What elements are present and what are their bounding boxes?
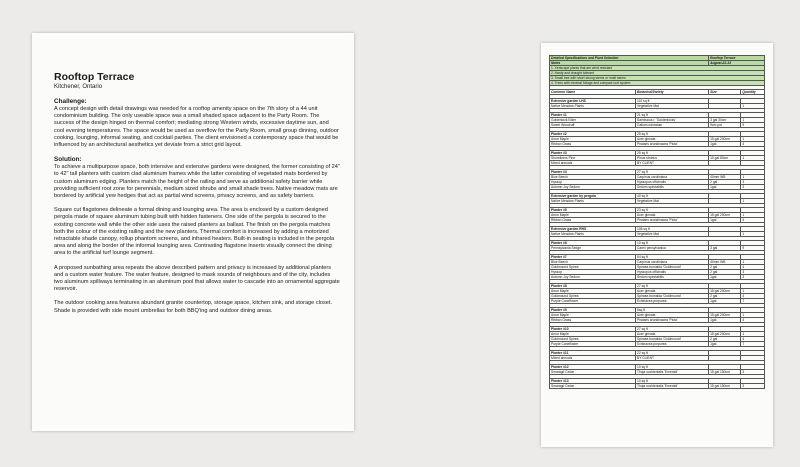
- group-area: 23 sq ft: [636, 208, 709, 213]
- group-name: Planter #6: [550, 241, 636, 246]
- common-name: Ribbon Grass: [550, 318, 636, 323]
- solution-paragraph: Square cut flagstones delineate a formal dining and lounging area. The area is enclosed by a custom designed pergola made of square aluminum tubing built with hidden fasteners. One side of the pergola is secured to the existing concrete wall while the other side uses the raised planters as ballast. The finish on the pergola matches both the colour of the existing railing and the new planters. Thermal comfort is increased by adding a motorized retractable shade canopy, rollup phantom screens, and infrared heaters. Built-in seating is included in the pergola area and along the border of the informal lounging area. Contrasting flagstone inserts visually connect the dining area to the artificial turf lounge segment.: [54, 207, 335, 257]
- botanical-name: Thuja occidentalis 'Emerald': [636, 384, 709, 389]
- group-area: 25 sq ft: [636, 151, 709, 156]
- notes-label: Notes: [550, 61, 709, 66]
- plant-quantity: 3: [741, 180, 765, 185]
- plant-size: 1gal: [709, 275, 741, 280]
- plant-quantity: 4: [741, 142, 765, 147]
- spec-project: Rooftop Terrace: [709, 56, 765, 61]
- plant-size: 2 gal: [709, 265, 741, 270]
- botanical-name: Hyssopus officinalis: [636, 180, 709, 185]
- common-name: Purple Coneflower: [550, 299, 636, 304]
- botanical-name: Carpinus caroliniana: [636, 260, 709, 265]
- plant-quantity: 4: [741, 218, 765, 223]
- column-header: Botanical/Variety: [636, 90, 709, 95]
- common-name: Ribbon Grass: [550, 218, 636, 223]
- plant-quantity: 9: [741, 246, 765, 251]
- common-name: Hyssop: [550, 270, 636, 275]
- common-name: Autumn Joy Sedum: [550, 275, 636, 280]
- botanical-name: Vegetative Mat: [636, 199, 709, 204]
- group-name: Planter #11: [550, 351, 636, 356]
- plant-size: 10 gal 80cm: [709, 156, 741, 161]
- common-name: Sweet Woodruff: [550, 123, 636, 128]
- solution-heading: Solution:: [54, 156, 82, 164]
- botanical-name: Thuja occidentalis 'Emerald': [636, 370, 709, 375]
- group-area: 21 sq ft: [636, 113, 709, 118]
- group-area: 27 sq ft: [636, 170, 709, 175]
- common-name: Amur Maple: [550, 137, 636, 142]
- plant-size: 15 gal 200cm: [709, 313, 741, 318]
- group-name: Planter #10: [550, 327, 636, 332]
- group-name: Planter #12: [550, 365, 636, 370]
- common-name: Amur Maple: [550, 289, 636, 294]
- plant-selection-table: [549, 55, 765, 389]
- group-area: 6sq ft: [636, 308, 709, 313]
- plant-quantity: 4: [741, 318, 765, 323]
- botanical-name: Phalaris arundinacea 'Picta': [636, 142, 709, 147]
- group-name: Planter #13: [550, 379, 636, 384]
- plant-size: 15 gal 200cm: [709, 137, 741, 142]
- plant-size: 2 gal: [709, 337, 741, 342]
- group-area: 106 sq ft: [636, 227, 709, 232]
- common-name: Native Meadow Plants: [550, 104, 636, 109]
- note-text: 1. Xeriscape plants that are wind resistant: [550, 66, 765, 71]
- table-row: [550, 384, 765, 389]
- common-name: Goldenlock Elder: [550, 118, 636, 123]
- page-title: Rooftop Terrace: [54, 71, 135, 83]
- solution-paragraph: The outdoor cooking area features abundant granite countertop, storage space, kitchen sink, and storage closet. Shade is provided with side mount umbrellas for both BBQ'ing and outdoor dining areas.: [54, 300, 332, 314]
- column-header: Size: [709, 90, 741, 95]
- plant-size: 15 gal 150cm: [709, 370, 741, 375]
- group-area: 22 sq ft: [636, 351, 709, 356]
- plant-size: 2 gal: [709, 270, 741, 275]
- group-name: Planter #3: [550, 151, 636, 156]
- botanical-name: Acer ginnala: [636, 332, 709, 337]
- common-name: Native Meadow Plants: [550, 199, 636, 204]
- botanical-name: Carpinus caroliniana: [636, 175, 709, 180]
- group-area: 10 sq ft: [636, 379, 709, 384]
- common-name: Pennsylvania Sedge: [550, 246, 636, 251]
- plant-quantity: 4: [741, 337, 765, 342]
- plant-quantity: 1: [741, 213, 765, 218]
- plant-quantity: 1: [741, 199, 765, 204]
- challenge-heading: Challenge:: [54, 98, 87, 105]
- plant-size: 1gal: [709, 142, 741, 147]
- botanical-name: Phalaris arundinacea 'Picta': [636, 318, 709, 323]
- plant-size: 15 gal 200cm: [709, 332, 741, 337]
- plant-quantity: 1: [741, 232, 765, 237]
- botanical-name: Sedum spectabilis: [636, 185, 709, 190]
- common-name: Mixed annuals: [550, 356, 636, 361]
- botanical-name: Pinus strobus: [636, 156, 709, 161]
- common-name: Amur Maple: [550, 313, 636, 318]
- plant-size: 1gal: [709, 218, 741, 223]
- spec-date: August-22-13: [709, 61, 765, 66]
- plant-size: 2 gal: [709, 180, 741, 185]
- plant-quantity: 7: [741, 299, 765, 304]
- plant-quantity: 9: [741, 123, 765, 128]
- plant-size: 3 gal: [709, 246, 741, 251]
- plant-quantity: 7: [741, 342, 765, 347]
- solution-paragraph: A proposed sunbathing area repeats the above described pattern and privacy is increased by additional planters and a custom water feature. The water feature, designed to mask sounds of neighbours and of the city, includes two aluminum spillways terminating in an aluminum pool that allows water to cascade into an ornamental aggregate reservoir.: [54, 264, 340, 293]
- column-header: Quantity: [741, 90, 765, 95]
- botanical-name: Spiraea bumalda 'Goldmound': [636, 265, 709, 270]
- group-name: Planter #8: [550, 284, 636, 289]
- botanical-name: BY CLIENT: [636, 356, 709, 361]
- group-area: 110 sq ft: [636, 99, 709, 104]
- plant-size: 3 gal 30cm: [709, 118, 741, 123]
- botanical-name: Hyssopus officinalis: [636, 270, 709, 275]
- plant-quantity: 1: [741, 118, 765, 123]
- group-area: 27 sq ft: [636, 284, 709, 289]
- group-area: 40 sq ft: [636, 194, 709, 199]
- project-location: Kitchener, Ontario: [54, 84, 103, 90]
- project-description-page: [32, 33, 354, 431]
- plant-quantity: 1: [741, 156, 765, 161]
- note-text: 4. Trees with minimal foliage and compact root system: [550, 81, 765, 86]
- column-header: Common Name: [550, 90, 636, 95]
- group-area: 25 sq ft: [636, 132, 709, 137]
- plant-size: 15 gal 150cm: [709, 384, 741, 389]
- spec-title: Detailed Specifications and Plant Selection: [550, 56, 709, 61]
- plant-quantity: 3: [741, 275, 765, 280]
- plant-quantity: 1: [741, 313, 765, 318]
- botanical-name: Vegetative Mat: [636, 104, 709, 109]
- common-name: Blue Beech: [550, 175, 636, 180]
- botanical-name: Sambucus r. 'Goldenlocks': [636, 118, 709, 123]
- note-text: 3. Small tree with short strong stems or multi stems: [550, 76, 765, 81]
- plant-size: 9cm pot: [709, 123, 741, 128]
- common-name: Ribbon Grass: [550, 142, 636, 147]
- common-name: Amur Maple: [550, 332, 636, 337]
- botanical-name: BY CLIENT: [636, 161, 709, 166]
- group-area: 10 sq ft: [636, 365, 709, 370]
- botanical-name: Echinacea purpurea: [636, 299, 709, 304]
- botanical-name: Acer ginnala: [636, 137, 709, 142]
- plant-size: 1gal: [709, 342, 741, 347]
- plant-size: 40mm WB: [709, 260, 741, 265]
- common-name: Blue Beech: [550, 260, 636, 265]
- botanical-name: Galium odoratum: [636, 123, 709, 128]
- group-name: Planter #1: [550, 113, 636, 118]
- group-name: Extensive garden by pergola: [550, 194, 636, 199]
- common-name: Goldmound Spirea: [550, 265, 636, 270]
- plant-quantity: 1: [741, 137, 765, 142]
- plant-size: 2 gal: [709, 294, 741, 299]
- botanical-name: Acer ginnala: [636, 289, 709, 294]
- plant-size: 1gal: [709, 318, 741, 323]
- group-name: Planter #4: [550, 170, 636, 175]
- common-name: Goldmound Spirea: [550, 337, 636, 342]
- plant-quantity: 3: [741, 384, 765, 389]
- plant-quantity: 4: [741, 294, 765, 299]
- common-name: Smaragd Cedar: [550, 370, 636, 375]
- group-name: Extensive garden LHS: [550, 99, 636, 104]
- group-name: Extensive garden RHS: [550, 227, 636, 232]
- plant-size: 1gal: [709, 185, 741, 190]
- common-name: Shoreliners Pine: [550, 156, 636, 161]
- botanical-name: Vegetative Mat: [636, 232, 709, 237]
- plant-quantity: 3: [741, 270, 765, 275]
- botanical-name: Carex pensylvanica: [636, 246, 709, 251]
- group-area: 64 sq ft: [636, 255, 709, 260]
- plant-quantity: 1: [741, 289, 765, 294]
- challenge-text: A concept design with detail drawings was needed for a rooftop amenity space on the 7th story of a 44 unit condominium building. The only useable space was a small shaded space adjacent to the Party Room. The success of the design hinged on thermal comfort; mediating strong Western winds, excessive daytime sun, and cool evening temperatures. The space would be used as overflow for the Party Room, small group dinning, outdoor cooking, lounging, informal seating, and cocktail parties. The client envisioned a contemporary space that would be influenced by an architectural aesthetics yet deviate from a strict grid layout.: [54, 106, 339, 149]
- botanical-name: Echinacea purpurea: [636, 342, 709, 347]
- plant-size: 40mm WB: [709, 175, 741, 180]
- group-name: Planter #9: [550, 308, 636, 313]
- plant-specification-page: [541, 43, 773, 447]
- botanical-name: Acer ginnala: [636, 313, 709, 318]
- plant-quantity: 4: [741, 265, 765, 270]
- note-text: 2. Hardy and drought tolerant: [550, 71, 765, 76]
- plant-quantity: 1: [741, 332, 765, 337]
- common-name: Mixed annuals: [550, 161, 636, 166]
- common-name: Hyssop: [550, 180, 636, 185]
- plant-quantity: 1: [741, 175, 765, 180]
- project-description: [54, 71, 340, 322]
- botanical-name: Acer ginnala: [636, 213, 709, 218]
- group-area: 10 sq ft: [636, 241, 709, 246]
- common-name: Autumn Joy Sedum: [550, 185, 636, 190]
- plant-quantity: 3: [741, 370, 765, 375]
- group-name: Planter #7: [550, 255, 636, 260]
- group-area: 27 sq ft: [636, 327, 709, 332]
- botanical-name: Spiraea bumalda 'Goldmound': [636, 337, 709, 342]
- solution-paragraph: To achieve a multipurpose space, both intensive and extensive gardens were designed, the former consisting of 24" to 42" tall planters with custom clad aluminum frames while the latter consisting of vegetated mats bordered by custom aluminum edging. Planters match the height of the railing and serve as additional safety barrier while providing sufficient root zone for perennials, medium sized shrubs and small shade trees. Native meadow mats are bordered by artificial yew hedges that act as partial wind screens, privacy screens, and as safety barriers.: [54, 164, 340, 200]
- botanical-name: Phalaris arundinacea 'Picta': [636, 218, 709, 223]
- botanical-name: Sedum spectabilis: [636, 275, 709, 280]
- plant-size: 1gal: [709, 299, 741, 304]
- plant-size: 15 gal 200cm: [709, 213, 741, 218]
- plant-quantity: 3: [741, 185, 765, 190]
- common-name: Smaragd Cedar: [550, 384, 636, 389]
- group-name: Planter #2: [550, 132, 636, 137]
- botanical-name: Spiraea bumalda 'Goldmound': [636, 294, 709, 299]
- common-name: Purple Coneflower: [550, 342, 636, 347]
- common-name: Native Meadow Plants: [550, 232, 636, 237]
- common-name: Amur Maple: [550, 213, 636, 218]
- group-name: Planter #5: [550, 208, 636, 213]
- plant-quantity: 1: [741, 260, 765, 265]
- plant-quantity: 1: [741, 104, 765, 109]
- common-name: Goldmound Spirea: [550, 294, 636, 299]
- plant-size: 15 gal 200cm: [709, 289, 741, 294]
